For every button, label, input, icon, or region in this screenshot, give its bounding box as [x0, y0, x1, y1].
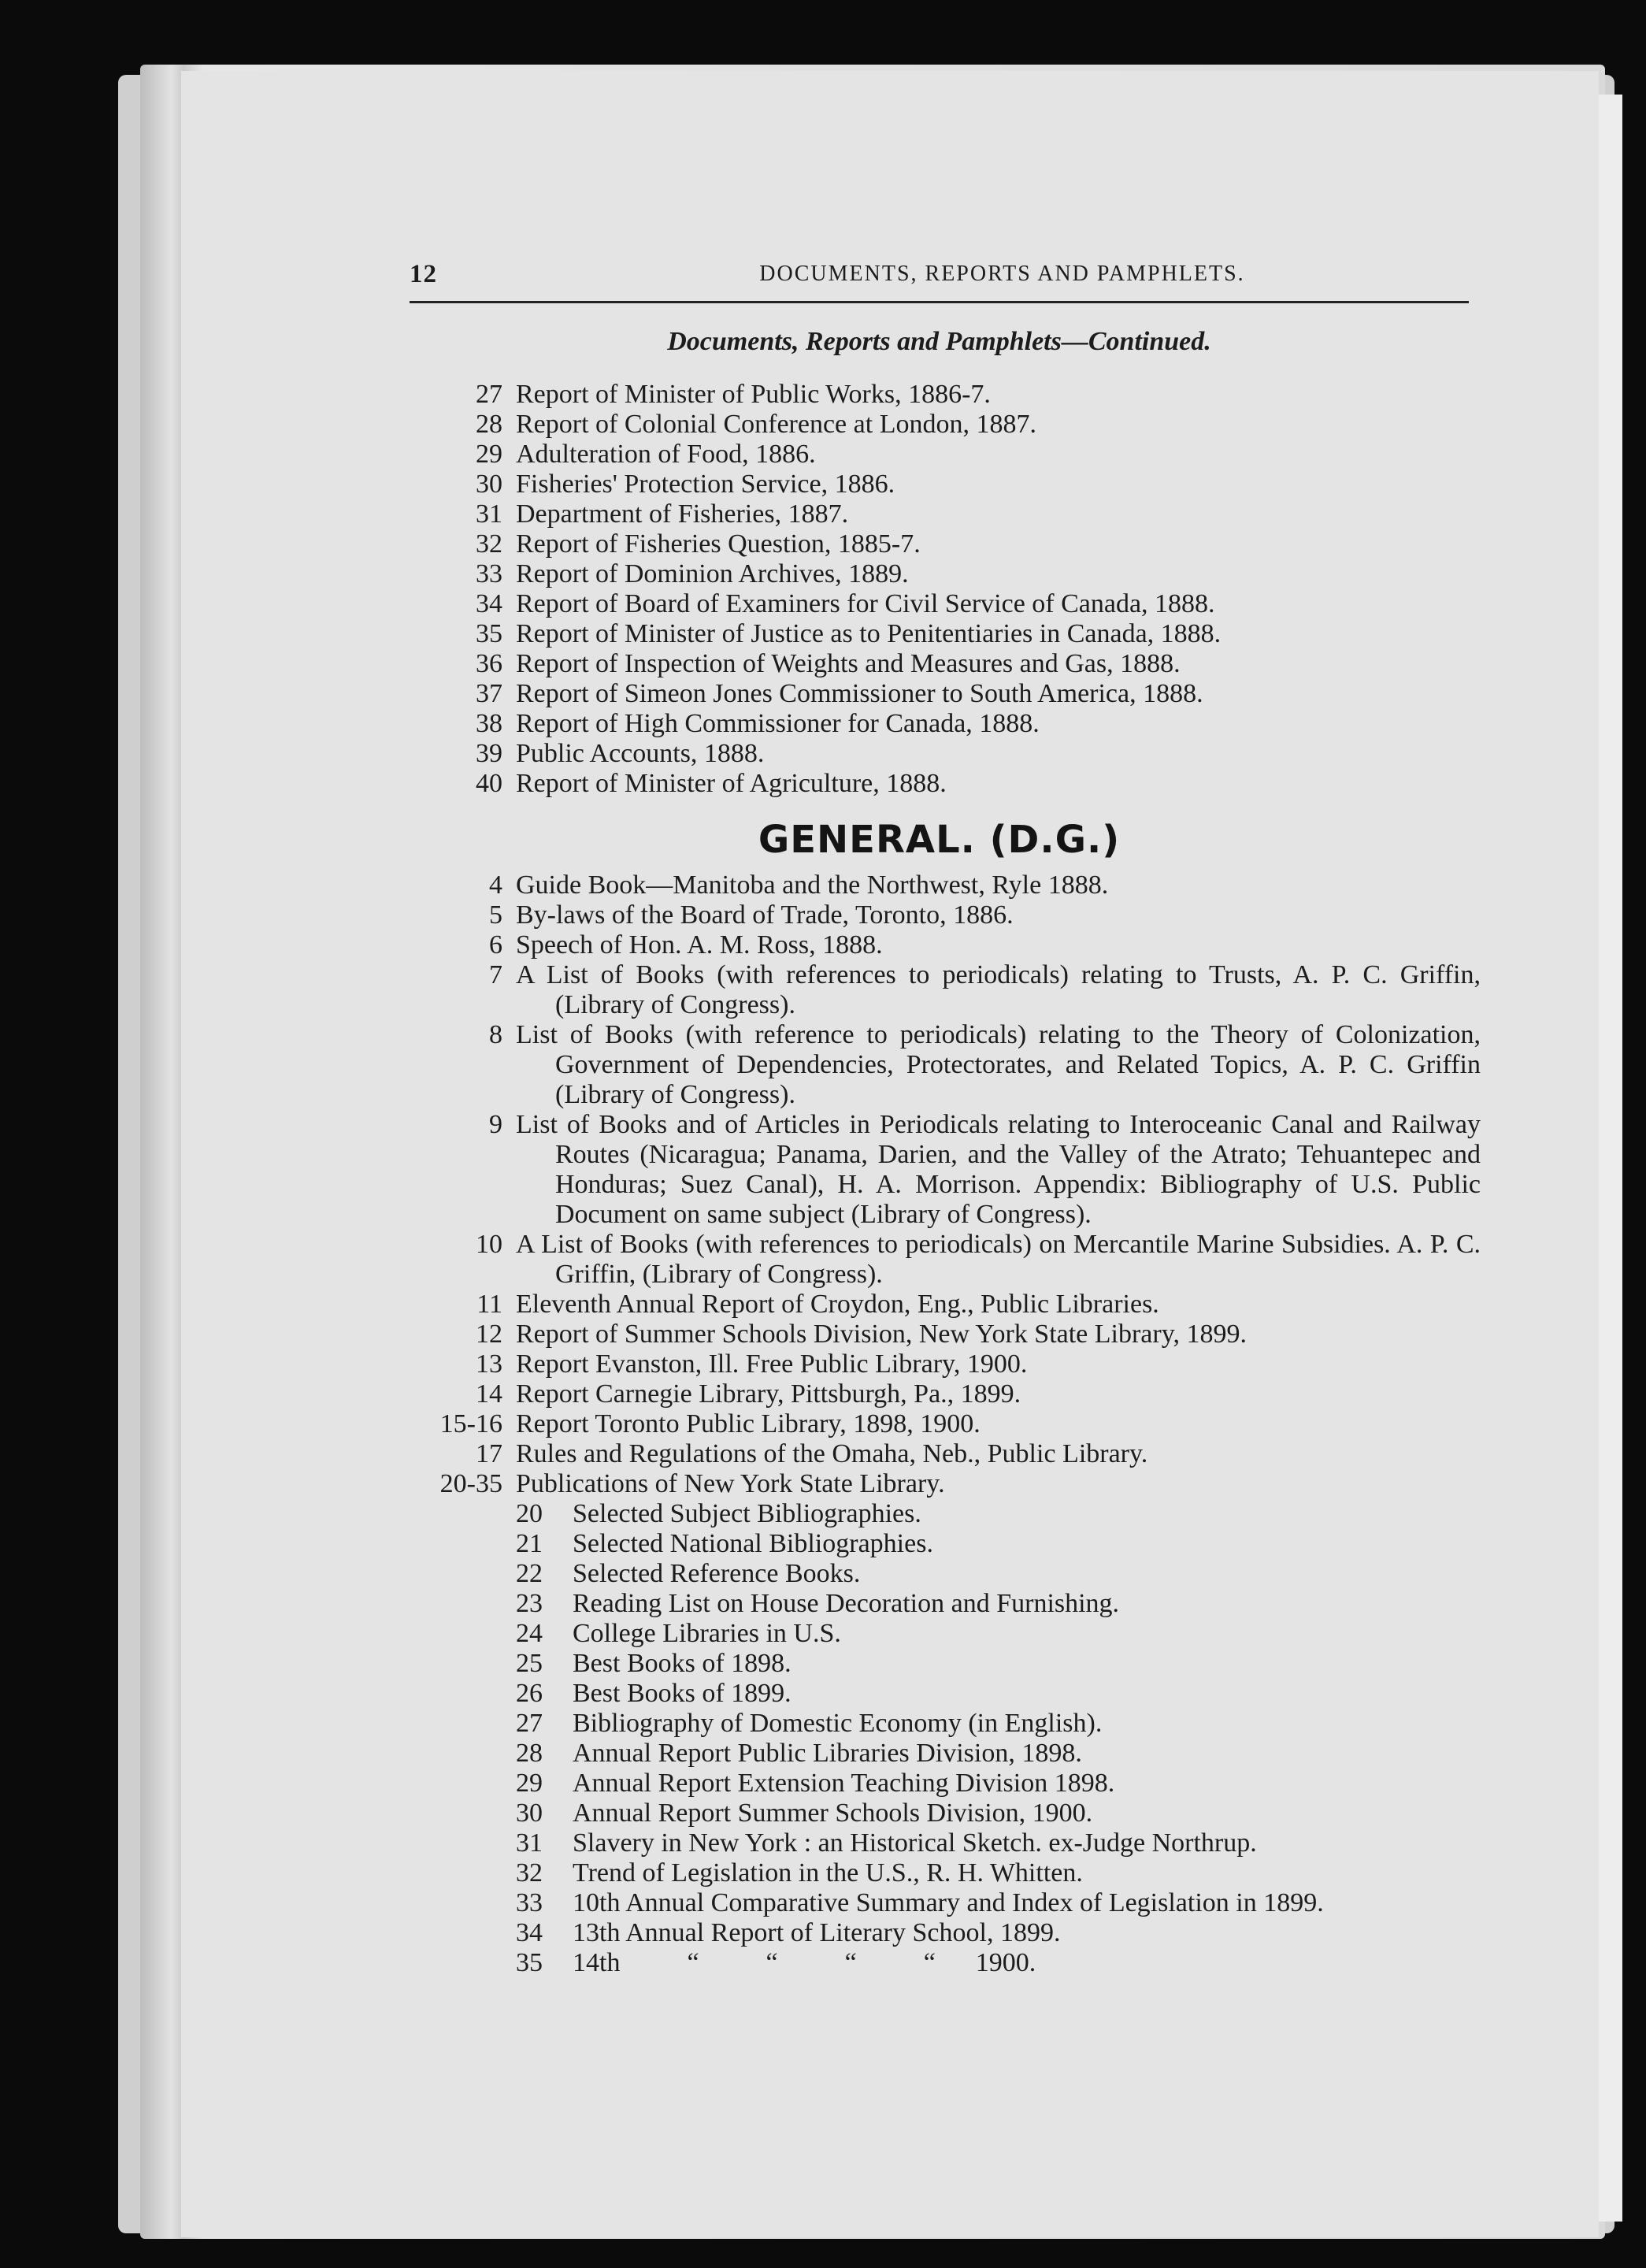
item-text: A List of Books (with references to periodicals) on Mercantile Marine Subsidies. A. P. C. Griffin, (Library of Congress). — [516, 1230, 1481, 1289]
sub-item-text: College Libraries in U.S. — [573, 1619, 841, 1648]
sub-item-text: Annual Report Extension Teaching Division 1898. — [573, 1769, 1115, 1798]
list-item — [402, 870, 1481, 900]
sub-list-item — [516, 1948, 1481, 1978]
sub-item-number: 35 — [516, 1948, 543, 1977]
list-item — [402, 1349, 1481, 1379]
general-list — [402, 870, 1481, 1978]
sub-item-text: Selected National Bibliographies. — [573, 1529, 933, 1558]
sub-item-number: 29 — [516, 1769, 543, 1798]
sub-list-item — [516, 1709, 1481, 1739]
item-number: 20-35 — [439, 1469, 502, 1498]
sub-item-number: 21 — [516, 1529, 543, 1558]
sub-item-text: Annual Report Public Libraries Division, 1898. — [573, 1739, 1082, 1768]
item-number: 34 — [476, 589, 502, 618]
list-item — [402, 619, 1481, 649]
item-number: 30 — [476, 470, 502, 499]
list-item — [402, 1020, 1481, 1110]
item-number: 5 — [489, 900, 502, 930]
item-number: 13 — [476, 1349, 502, 1379]
item-number: 10 — [476, 1230, 502, 1259]
sub-list-item — [516, 1529, 1481, 1559]
list-item — [402, 679, 1481, 709]
item-text: Guide Book—Manitoba and the Northwest, Ryle 1888. — [516, 870, 1109, 900]
running-title: DOCUMENTS, REPORTS AND PAMPHLETS. — [759, 262, 1245, 286]
list-item — [402, 739, 1481, 769]
documents-list — [402, 380, 1481, 799]
item-number: 15-16 — [439, 1409, 502, 1438]
sub-item-text: Slavery in New York : an Historical Sketch. ex-Judge Northrup. — [573, 1828, 1257, 1858]
list-item — [402, 1290, 1481, 1320]
item-number: 8 — [489, 1020, 502, 1049]
item-number: 6 — [489, 930, 502, 960]
sub-item-text: 10th Annual Comparative Summary and Index of Legislation in 1899. — [573, 1888, 1324, 1917]
item-number: 9 — [489, 1110, 502, 1139]
item-text: Report of High Commissioner for Canada, 1888. — [516, 709, 1040, 738]
section-title: Documents, Reports and Pamphlets—Continued. — [667, 327, 1211, 356]
item-number: 17 — [476, 1439, 502, 1468]
item-number: 29 — [476, 440, 502, 469]
sub-list-item — [516, 1828, 1481, 1858]
sub-list-item — [516, 1769, 1481, 1798]
sub-item-text: Best Books of 1899. — [573, 1679, 791, 1708]
list-item — [402, 649, 1481, 679]
item-number: 11 — [476, 1290, 502, 1319]
sub-list-item — [516, 1619, 1481, 1649]
item-text: Report of Summer Schools Division, New York State Library, 1899. — [516, 1320, 1247, 1349]
sub-item-number: 30 — [516, 1798, 543, 1828]
sub-item-number: 23 — [516, 1589, 543, 1618]
list-item — [402, 1409, 1481, 1439]
item-number: 37 — [476, 679, 502, 708]
sub-item-number: 20 — [516, 1499, 543, 1528]
list-item — [402, 769, 1481, 799]
list-item — [402, 1469, 1481, 1978]
item-number: 27 — [476, 380, 502, 409]
list-item — [402, 440, 1481, 470]
item-text: List of Books (with reference to periodicals) relating to the Theory of Colonization, Government of Dependencies, Protectorates, and Related Topics, A. P. C. Griffin (Library of Congress). — [516, 1020, 1481, 1109]
item-text: Report of Minister of Public Works, 1886-7. — [516, 380, 991, 409]
item-text: Publications of New York State Library. — [516, 1469, 945, 1498]
item-text: Fisheries' Protection Service, 1886. — [516, 470, 895, 499]
item-number: 12 — [476, 1320, 502, 1349]
right-page-edge — [1599, 95, 1622, 2222]
sub-item-number: 31 — [516, 1828, 543, 1858]
item-text: Report of Dominion Archives, 1889. — [516, 559, 909, 588]
item-number: 7 — [489, 960, 502, 989]
item-number: 4 — [489, 870, 502, 900]
sub-list-item — [516, 1888, 1481, 1918]
list-item — [402, 709, 1481, 739]
list-item — [402, 1379, 1481, 1409]
item-text: Report of Simeon Jones Commissioner to South America, 1888. — [516, 679, 1203, 708]
sub-list-item — [516, 1918, 1481, 1948]
list-item — [402, 410, 1481, 440]
item-text: Report of Minister of Justice as to Penitentiaries in Canada, 1888. — [516, 619, 1222, 648]
sub-item-number: 24 — [516, 1619, 543, 1648]
item-number: 39 — [476, 739, 502, 768]
sub-item-number: 26 — [516, 1679, 543, 1708]
item-text: Report of Inspection of Weights and Measures and Gas, 1888. — [516, 649, 1181, 678]
item-number: 35 — [476, 619, 502, 648]
sub-item-text: Annual Report Summer Schools Division, 1900. — [573, 1798, 1093, 1828]
sub-item-number: 25 — [516, 1649, 543, 1678]
sub-item-text: Best Books of 1898. — [573, 1649, 791, 1678]
item-text: Report of Board of Examiners for Civil Service of Canada, 1888. — [516, 589, 1215, 618]
item-text: Report Toronto Public Library, 1898, 1900. — [516, 1409, 981, 1438]
item-text: By-laws of the Board of Trade, Toronto, 1886. — [516, 900, 1014, 930]
sub-list-item — [516, 1649, 1481, 1679]
list-item — [402, 559, 1481, 589]
header-rule — [410, 301, 1469, 303]
list-item — [402, 529, 1481, 559]
item-text: Report of Colonial Conference at London, 1887. — [516, 410, 1036, 439]
sub-item-text: 13th Annual Report of Literary School, 1899. — [573, 1918, 1061, 1947]
nysl-publications-list — [516, 1499, 1481, 1978]
item-number: 38 — [476, 709, 502, 738]
sub-list-item — [516, 1499, 1481, 1529]
item-text: Public Accounts, 1888. — [516, 739, 765, 768]
item-text: Eleventh Annual Report of Croydon, Eng., Public Libraries. — [516, 1290, 1159, 1319]
list-item — [402, 1439, 1481, 1469]
sub-item-text: Trend of Legislation in the U.S., R. H. Whitten. — [573, 1858, 1083, 1888]
sub-item-text: Reading List on House Decoration and Furnishing. — [573, 1589, 1120, 1618]
sub-list-item — [516, 1679, 1481, 1709]
sub-list-item — [516, 1589, 1481, 1619]
sub-item-number: 28 — [516, 1739, 543, 1768]
running-head — [410, 260, 1469, 299]
list-item — [402, 900, 1481, 930]
page-number: 12 — [410, 260, 437, 288]
sub-item-number: 34 — [516, 1918, 543, 1947]
sub-item-number: 27 — [516, 1709, 543, 1738]
sub-item-text: 14th “ “ “ “ 1900. — [573, 1948, 1036, 1977]
sub-item-number: 22 — [516, 1559, 543, 1588]
item-text: A List of Books (with references to periodicals) relating to Trusts, A. P. C. Griffin, (Library of Congress). — [516, 960, 1481, 1019]
list-item — [402, 380, 1481, 410]
sub-item-text: Selected Reference Books. — [573, 1559, 861, 1588]
item-number: 28 — [476, 410, 502, 439]
item-number: 36 — [476, 649, 502, 678]
sub-list-item — [516, 1739, 1481, 1769]
item-number: 33 — [476, 559, 502, 588]
list-item — [402, 1230, 1481, 1290]
item-text: Rules and Regulations of the Omaha, Neb., Public Library. — [516, 1439, 1148, 1468]
sub-item-number: 33 — [516, 1888, 543, 1917]
sub-item-number: 32 — [516, 1858, 543, 1888]
item-number: 32 — [476, 529, 502, 559]
list-item — [402, 960, 1481, 1020]
list-item — [402, 1110, 1481, 1230]
sub-list-item — [516, 1858, 1481, 1888]
item-text: Report Evanston, Ill. Free Public Library, 1900. — [516, 1349, 1028, 1379]
item-number: 40 — [476, 769, 502, 798]
item-text: Report Carnegie Library, Pittsburgh, Pa., 1899. — [516, 1379, 1021, 1409]
list-item — [402, 930, 1481, 960]
item-text: Adulteration of Food, 1886. — [516, 440, 816, 469]
item-text: Report of Minister of Agriculture, 1888. — [516, 769, 947, 798]
sub-list-item — [516, 1798, 1481, 1828]
sub-item-text: Bibliography of Domestic Economy (in English). — [573, 1709, 1103, 1738]
list-item — [402, 470, 1481, 499]
item-text: Department of Fisheries, 1887. — [516, 499, 849, 529]
item-text: List of Books and of Articles in Periodicals relating to Interoceanic Canal and Railway Routes (Nicaragua; Panama, Darien, and the Valley of the Atrato; Tehuantepec and Honduras; Suez Canal), H. A. Morrison. Appendix: Bibliography of U.S. Public Document on same subject (Library of Congress). — [516, 1110, 1481, 1229]
list-item — [402, 589, 1481, 619]
item-number: 31 — [476, 499, 502, 529]
item-text: Speech of Hon. A. M. Ross, 1888. — [516, 930, 883, 960]
sub-list-item — [516, 1559, 1481, 1589]
sub-item-text: Selected Subject Bibliographies. — [573, 1499, 921, 1528]
list-item — [402, 1320, 1481, 1349]
list-item — [402, 499, 1481, 529]
item-number: 14 — [476, 1379, 502, 1409]
general-heading: GENERAL. (D.G.) — [758, 818, 1121, 862]
item-text: Report of Fisheries Question, 1885-7. — [516, 529, 921, 559]
